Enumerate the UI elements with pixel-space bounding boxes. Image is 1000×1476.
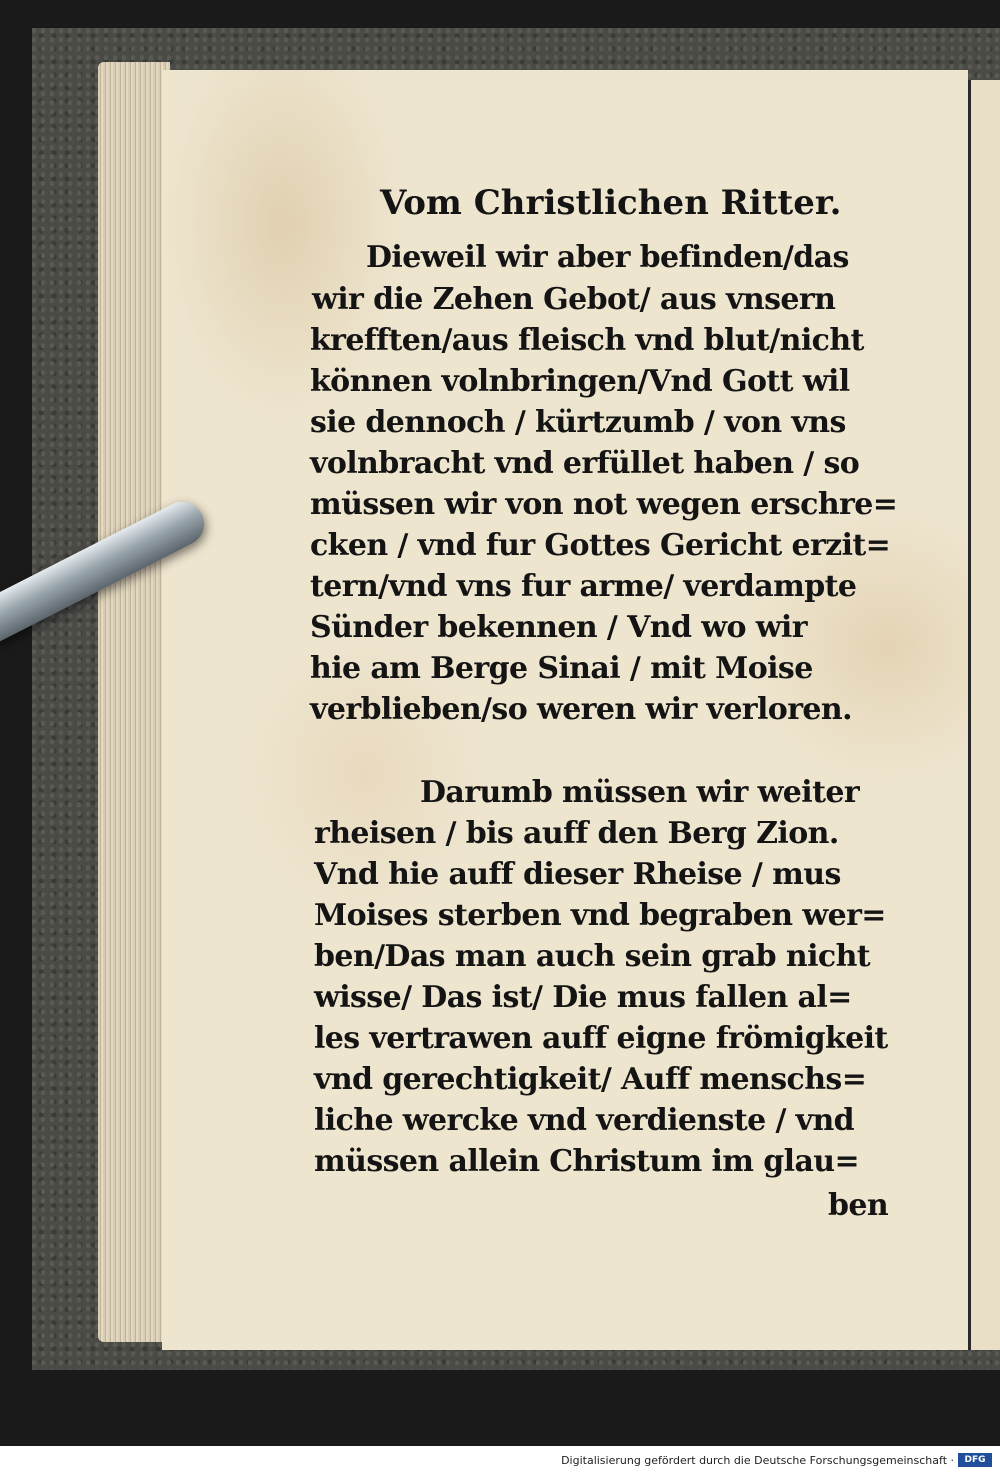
dfg-logo: DFG [958,1453,992,1467]
catchword: ben [828,1188,889,1223]
text-line: Darumb müssen wir weiter [420,775,860,810]
text-line: wir die Zehen Gebot/ aus vnsern [312,282,836,317]
text-line: Vnd hie auff dieser Rheise / mus [314,857,841,892]
text-line: können volnbringen/Vnd Gott wil [310,364,850,399]
facing-page-edge [968,80,1000,1350]
page-edges [98,62,170,1342]
text-line: sie dennoch / kürtzumb / von vns [310,405,846,440]
text-line: hie am Berge Sinai / mit Moise [310,651,813,686]
text-line: tern/vnd vns fur arme/ verdampte [310,569,857,604]
text-line: volnbracht vnd erfüllet haben / so [310,446,860,481]
text-line: Moises sterben vnd begraben wer= [314,898,886,933]
text-line: Sünder bekennen / Vnd wo wir [310,610,807,645]
text-line: les vertrawen auff eigne frömigkeit [314,1021,888,1056]
text-line: müssen wir von not wegen erschre= [310,487,898,522]
text-line: Dieweil wir aber befinden/das [366,240,849,275]
text-line: wisse/ Das ist/ Die mus fallen al= [314,980,852,1015]
text-line: cken / vnd fur Gottes Gericht erzit= [310,528,891,563]
text-line: liche wercke vnd verdienste / vnd [314,1103,855,1138]
footer-bar [0,1446,1000,1476]
funding-note: Digitalisierung gefördert durch die Deutsche Forschungsgemeinschaft · [561,1454,954,1467]
text-line: rheisen / bis auff den Berg Zion. [314,816,839,851]
text-line: vnd gerechtigkeit/ Auff menschs= [314,1062,867,1097]
running-title: Vom Christlichen Ritter. [380,183,842,223]
text-line: krefften/aus fleisch vnd blut/nicht [310,323,864,358]
text-line: ben/Das man auch sein grab nicht [314,939,871,974]
text-line: verblieben/so weren wir verloren. [310,692,852,727]
text-line: müssen allein Christum im glau= [314,1144,860,1179]
